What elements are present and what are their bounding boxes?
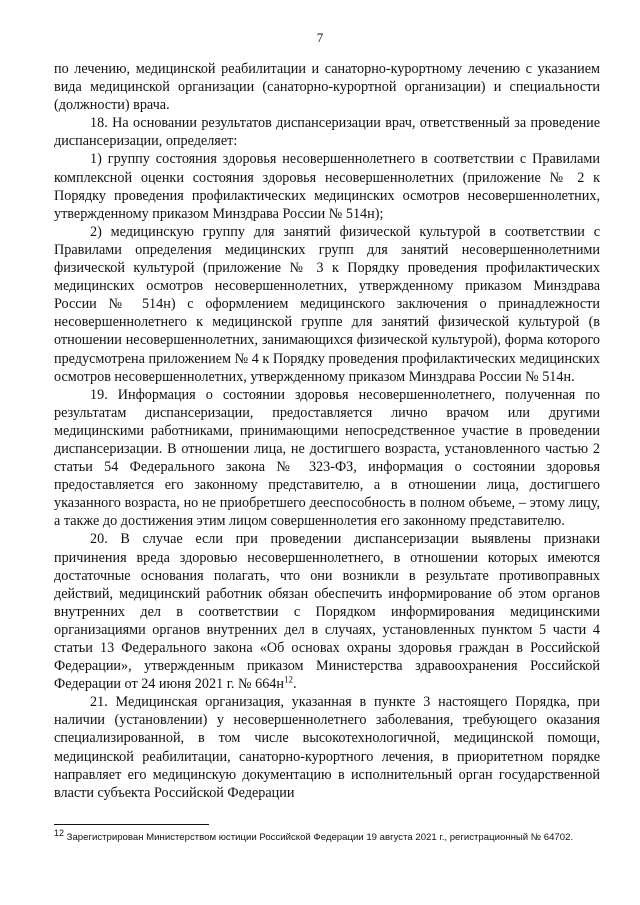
paragraph-20 — [54, 530, 600, 693]
paragraph-continuation — [54, 60, 600, 114]
footnote-reference: 12 — [283, 674, 293, 685]
paragraph-text: 18. На основании результатов диспансеризации врач, ответственный за проведение диспансеризации, определяет: — [54, 115, 600, 150]
paragraph-21 — [54, 693, 600, 802]
paragraph-tail: . — [292, 676, 297, 693]
footnote-separator — [54, 824, 209, 825]
paragraph-text: 21. Медицинская организация, указанная в пункте 3 настоящего Порядка, при наличии (установлении) у несовершеннолетнего заболевания, требующего оказания специализированной, в том числе высокотехнологичной, медицинской помощи, медицинской реабилитации, санаторно-курортного лечения, в приоритетном порядке направляет его медицинскую документацию в исполнительный орган государственной власти субъекта Российской Федерации — [54, 694, 600, 801]
paragraph-18 — [54, 114, 600, 150]
paragraph-text: по лечению, медицинской реабилитации и санаторно-курортному лечению с указанием вида медицинской организации (санаторно-курортной организации) и специальности (должности) врача. — [54, 61, 600, 114]
paragraph-text: 1) группу состояния здоровья несовершеннолетнего в соответствии с Правилами комплексной оценки состояния здоровья несовершеннолетних (приложение № 2 к Порядку проведения профилактических медицинских осмотров несовершеннолетних, утвержденному приказом Минздрава России № 514н); — [54, 151, 600, 222]
footnote-text: Зарегистрирован Министерством юстиции Российской Федерации 19 августа 2021 г., регистрационный № 64702. — [64, 832, 574, 843]
paragraph-text: 19. Информация о состоянии здоровья несовершеннолетнего, полученная по результатам диспансеризации, предоставляется лично врачом или другими медицинскими работниками, принимающими непосредственное участие в проведении диспансеризации. В отношении лица, не достигшего возраста, установленного частью 2 статьи 54 Федерального закона № 323-ФЗ, информация о состоянии здоровья предоставляется его законному представителю, а в отношении лица, достигшего указанного возраста, но не приобретшего дееспособность в полном объеме, – этому лицу, а также до достижения этим лицом совершеннолетия его законному представителю. — [54, 386, 600, 530]
body-text — [54, 60, 600, 802]
paragraph-text: 2) медицинскую группу для занятий физической культурой в соответствии с Правилами определения медицинских групп для занятий несовершеннолетними физической культурой (приложение № 3 к Порядку проведения профилактических медицинских осмотров несовершеннолетних, утвержденному приказом Минздрава России № 514н) с оформлением медицинского заключения о принадлежности несовершеннолетнего к медицинской группе для занятий физической культурой (в отношении несовершеннолетних, занимающихся физической культурой), форма которого предусмотрена приложением № 4 к Порядку проведения профилактических медицинских осмотров несовершеннолетних, утвержденному приказом Минздрава России № 514н. — [54, 223, 600, 385]
paragraph-text: 20. В случае если при проведении диспансеризации выявлены признаки причинения вреда здоровью несовершеннолетнего, в отношении которых имеются достаточные основания полагать, что они возникли в результате противоправных действий, медицинский работник обязан обеспечить информирование об этом органов внутренних дел в соответствии с Порядком информирования медицинскими организациями органов внутренних дел в случаях, установленных пунктом 5 части 4 статьи 13 Федерального закона «Об основах охраны здоровья граждан в Российской Федерации», утвержденным приказом Министерства здравоохранения Российской Федерации от 24 июня 2021 г. № 664н — [54, 531, 600, 693]
footnote-marker: 12 — [54, 827, 65, 838]
page-number: 7 — [316, 30, 324, 45]
footnote — [54, 827, 600, 844]
paragraph-18-item-2 — [54, 223, 600, 386]
paragraph-19 — [54, 386, 600, 531]
paragraph-18-item-1 — [54, 150, 600, 222]
